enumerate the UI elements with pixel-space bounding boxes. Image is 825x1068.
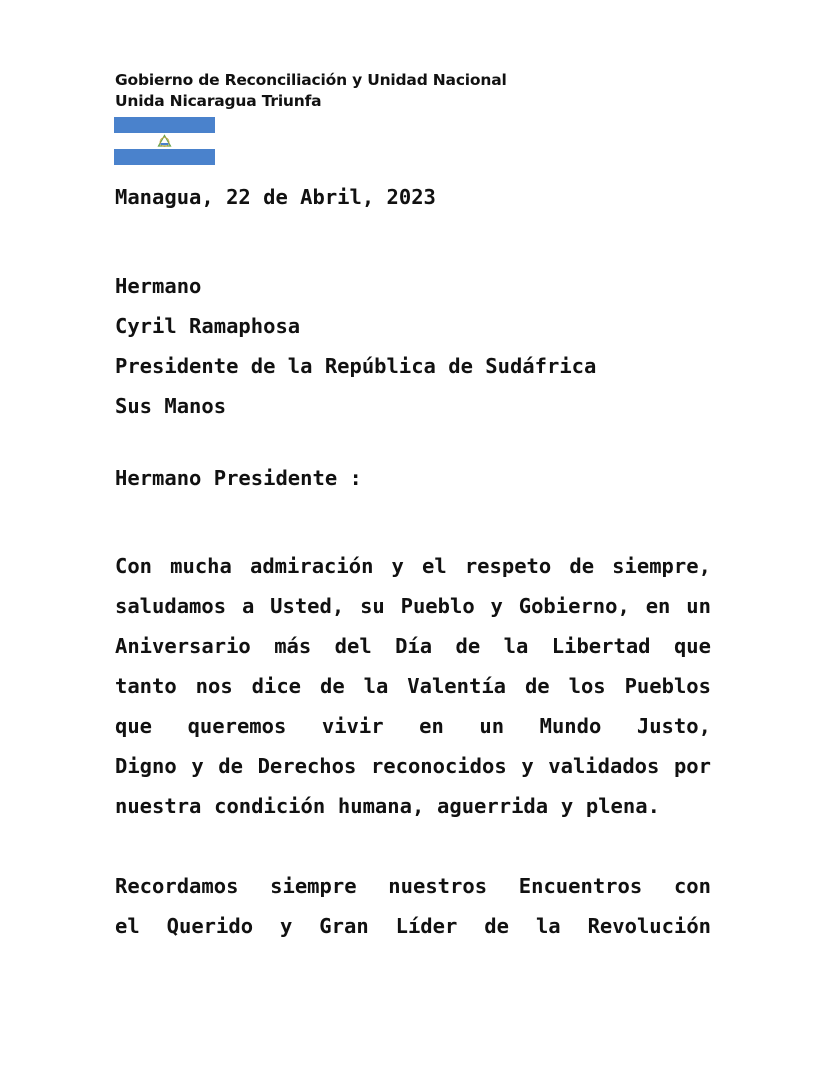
word: saludamos	[115, 594, 227, 618]
word: Encuentros	[518, 874, 643, 898]
recipient-address	[115, 266, 596, 426]
word: nuestra	[115, 794, 202, 818]
word: Líder	[395, 914, 458, 938]
address-line: Hermano	[115, 274, 202, 298]
word: Aniversario	[115, 634, 251, 658]
paragraph-line	[115, 906, 711, 946]
word: Justo,	[636, 714, 711, 738]
word: más	[274, 634, 312, 658]
word: Valentía	[407, 674, 507, 698]
word: de	[524, 674, 550, 698]
word: con	[673, 874, 711, 898]
paragraph-line	[115, 866, 711, 906]
word: Mundo	[539, 714, 602, 738]
word: la	[535, 914, 561, 938]
word: Querido	[166, 914, 254, 938]
word: que	[115, 714, 153, 738]
word: Usted,	[270, 594, 345, 618]
word: y	[560, 794, 574, 818]
word: de	[484, 914, 509, 938]
word: de	[218, 754, 243, 778]
word: su	[360, 594, 385, 618]
letterhead-government: Gobierno de Reconciliación y Unidad Nacional	[115, 71, 507, 89]
word: y	[391, 554, 404, 578]
paragraph-line	[115, 626, 711, 666]
word: plena.	[585, 794, 660, 818]
address-line: Cyril Ramaphosa	[115, 314, 301, 338]
word: Con	[115, 554, 153, 578]
letterhead	[115, 70, 507, 112]
paragraph-line	[115, 786, 711, 826]
word: y	[521, 754, 534, 778]
nicaragua-flag-icon	[114, 117, 215, 165]
word: respeto	[464, 554, 552, 578]
word: y	[191, 754, 204, 778]
word: Recordamos	[115, 874, 239, 898]
word: queremos	[187, 714, 287, 738]
word: de	[455, 634, 481, 658]
word: condición	[214, 794, 326, 818]
word: vivir	[321, 714, 384, 738]
salutation: Hermano Presidente :	[115, 466, 362, 490]
word: de	[319, 674, 345, 698]
word: la	[503, 634, 529, 658]
paragraph-line	[115, 746, 711, 786]
word: que	[673, 634, 711, 658]
word: aguerrida	[437, 794, 549, 818]
word: admiración	[250, 554, 374, 578]
word: nos	[195, 674, 233, 698]
paragraph-line	[115, 706, 711, 746]
word: Gran	[319, 914, 369, 938]
address-line: Sus Manos	[115, 394, 227, 418]
word: en	[419, 714, 444, 738]
address-line: Presidente de la República de Sudáfrica	[115, 354, 597, 378]
word: a	[241, 594, 255, 618]
paragraph-line	[115, 546, 711, 586]
word: nuestros	[388, 874, 488, 898]
word: mucha	[170, 554, 232, 578]
word: siempre,	[612, 554, 711, 578]
word: y	[280, 914, 293, 938]
body-paragraph-2	[115, 866, 711, 946]
word: en	[645, 594, 671, 618]
word: del	[334, 634, 372, 658]
letter-date: Managua, 22 de Abril, 2023	[115, 185, 436, 209]
body-paragraph-1	[115, 546, 711, 826]
word: Gobierno,	[518, 594, 630, 618]
word: dice	[251, 674, 302, 698]
letterhead-slogan: Unida Nicaragua Triunfa	[115, 92, 322, 110]
word: un	[686, 594, 711, 618]
word: reconocidos	[370, 754, 507, 778]
paragraph-line	[115, 586, 711, 626]
word: de	[569, 554, 595, 578]
word: Pueblos	[624, 674, 711, 698]
word: humana,	[337, 794, 425, 818]
word: y	[490, 594, 503, 618]
word: Día	[395, 634, 433, 658]
word: Derechos	[257, 754, 357, 778]
word: el	[422, 554, 447, 578]
word: Pueblo	[400, 594, 475, 618]
word: validados	[548, 754, 660, 778]
word: Digno	[115, 754, 177, 778]
paragraph-line	[115, 666, 711, 706]
word: un	[479, 714, 505, 738]
word: Libertad	[551, 634, 651, 658]
word: siempre	[270, 874, 357, 898]
word: por	[673, 754, 711, 778]
word: el	[115, 914, 140, 938]
word: tanto	[115, 674, 177, 698]
word: Revolución	[587, 914, 711, 938]
word: la	[363, 674, 389, 698]
word: los	[568, 674, 606, 698]
